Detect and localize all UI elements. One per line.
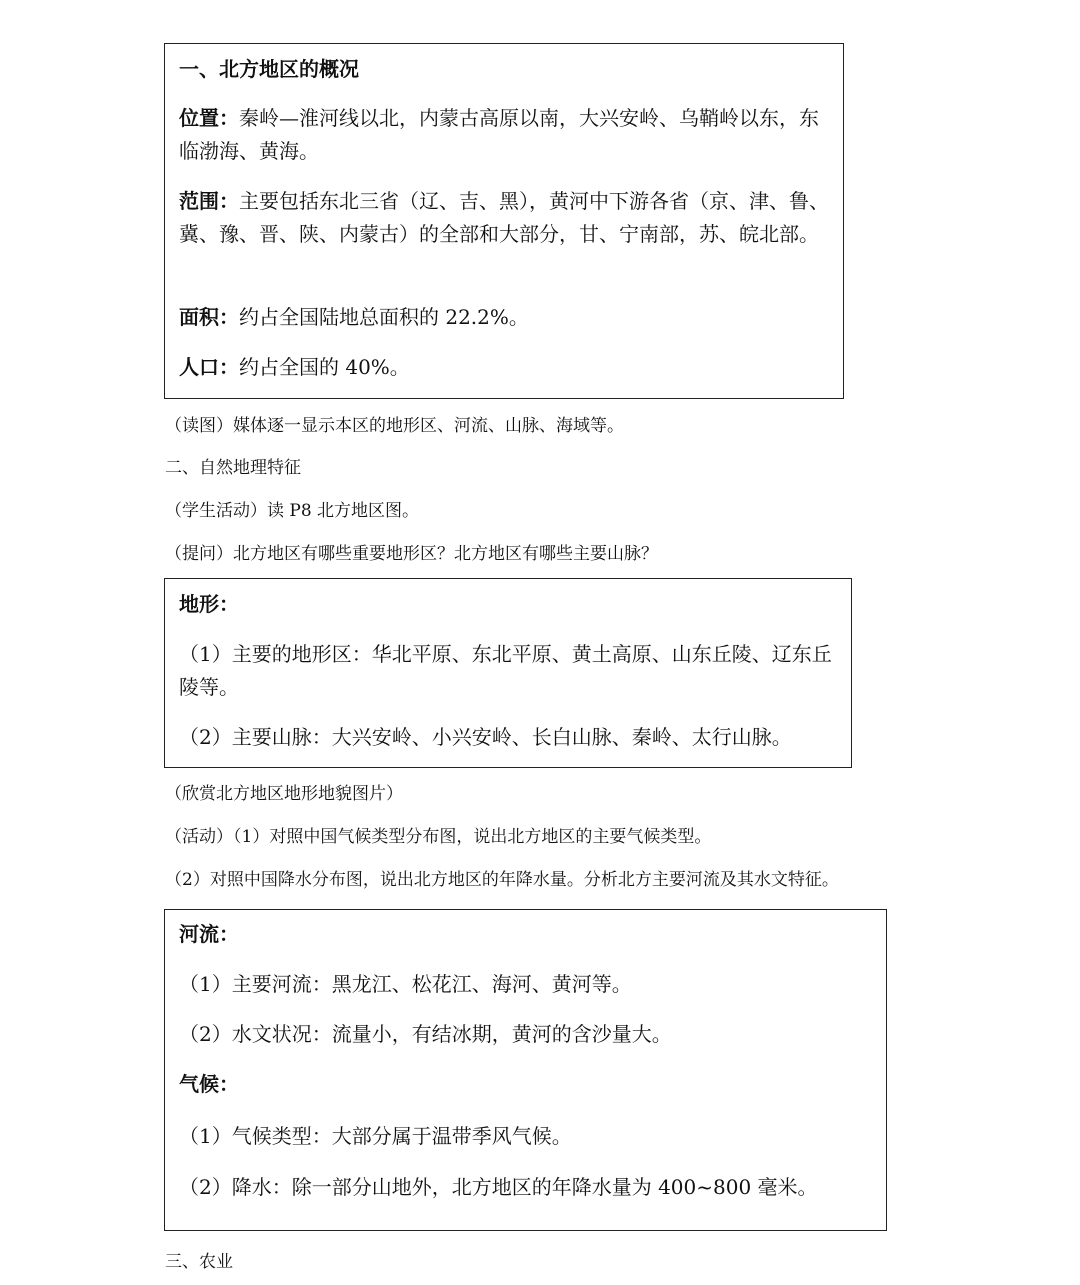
section1-title: 一、北方地区的概况 <box>179 57 359 81</box>
section3-heading: 三、农业 <box>165 1252 233 1272</box>
terrain-box <box>164 578 852 768</box>
rivers-item-2: （2）水文状况：流量小，有结冰期，黄河的含沙量大。 <box>179 1022 672 1046</box>
note-appreciate: （欣赏北方地区地形地貌图片） <box>165 784 403 804</box>
range-text: 主要包括东北三省（辽、吉、黑），黄河中下游各省（京、津、鲁、冀、豫、晋、陕、内蒙古）的全部和大部分，甘、宁南部，苏、皖北部。 <box>179 189 829 246</box>
terrain-item-2: （2）主要山脉：大兴安岭、小兴安岭、长白山脉、秦岭、太行山脉。 <box>179 725 792 749</box>
population-label: 人口： <box>179 355 239 379</box>
area-label: 面积： <box>179 305 239 329</box>
location-label: 位置： <box>179 106 239 130</box>
location-text: 秦岭—淮河线以北，内蒙古高原以南，大兴安岭、乌鞘岭以东，东临渤海、黄海。 <box>179 106 819 163</box>
section2-heading: 二、自然地理特征 <box>165 458 301 478</box>
overview-box <box>164 43 844 399</box>
location-paragraph <box>179 102 833 168</box>
note-student-activity: （学生活动）读 P8 北方地区图。 <box>165 501 420 521</box>
range-label: 范围： <box>179 189 239 213</box>
range-paragraph <box>179 185 833 251</box>
area-paragraph <box>179 301 833 334</box>
terrain-heading: 地形： <box>179 592 239 616</box>
rivers-item-1: （1）主要河流：黑龙江、松花江、海河、黄河等。 <box>179 972 632 996</box>
rivers-climate-box <box>164 909 887 1231</box>
terrain-item-1: （1）主要的地形区：华北平原、东北平原、黄土高原、山东丘陵、辽东丘陵等。 <box>179 642 832 699</box>
note-question: （提问）北方地区有哪些重要地形区？北方地区有哪些主要山脉？ <box>165 544 658 564</box>
climate-item-1: （1）气候类型：大部分属于温带季风气候。 <box>179 1124 572 1148</box>
note-activity-1: （活动）（1）对照中国气候类型分布图，说出北方地区的主要气候类型。 <box>165 827 712 847</box>
rivers-heading: 河流： <box>179 922 239 946</box>
population-paragraph <box>179 351 833 384</box>
climate-item-2: （2）降水：除一部分山地外，北方地区的年降水量为 400~800 毫米。 <box>179 1175 818 1199</box>
population-text: 约占全国的 40%。 <box>239 355 410 379</box>
area-text: 约占全国陆地总面积的 22.2%。 <box>239 305 529 329</box>
note-activity-2: （2）对照中国降水分布图，说出北方地区的年降水量。分析北方主要河流及其水文特征。 <box>165 870 839 890</box>
note-read-map: （读图）媒体逐一显示本区的地形区、河流、山脉、海域等。 <box>165 416 624 436</box>
climate-heading: 气候： <box>179 1072 239 1096</box>
